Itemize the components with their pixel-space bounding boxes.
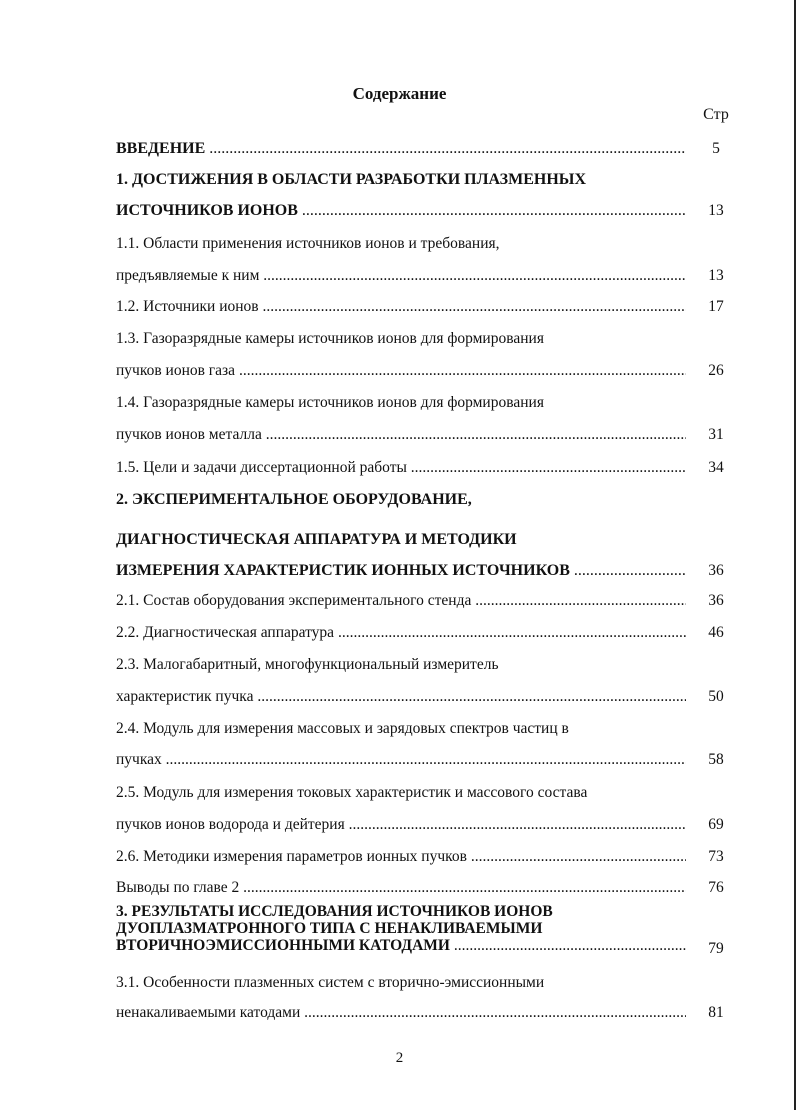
toc-entry-line: 3.1. Особенности плазменных систем с вторично-эмиссионными: [116, 974, 545, 991]
toc-entry-line: пучках .....: [116, 750, 686, 770]
toc-page-number: 34: [708, 459, 724, 476]
toc-entry-line: ДУОПЛАЗМАТРОННОГО ТИПА С НЕНАКЛИВАЕМЫМИ: [116, 920, 543, 937]
toc-page-number: 46: [708, 624, 724, 641]
toc-entry-line: 1.1. Области применения источников ионов и требования,: [116, 235, 500, 252]
toc-page-number: 13: [708, 202, 724, 219]
toc-entry-line: пучков ионов водорода и дейтерия .....: [116, 815, 686, 835]
page-number: 2: [395, 1050, 404, 1066]
toc-entry-line: ненакаливаемыми катодами .....: [116, 1003, 686, 1023]
toc-entry-line: 2.6. Методики измерения параметров ионных пучков .....: [116, 847, 686, 867]
toc-page-number: 36: [708, 562, 724, 579]
toc-entry-line: 3. РЕЗУЛЬТАТЫ ИССЛЕДОВАНИЯ ИСТОЧНИКОВ ИОНОВ: [116, 903, 553, 920]
toc-entry-line: 2.2. Диагностическая аппаратура .....: [116, 623, 686, 643]
toc-entry-line: ИСТОЧНИКОВ ИОНОВ .....: [116, 201, 686, 221]
toc-entry-line: ВТОРИЧНОЭМИССИОННЫМИ КАТОДАМИ .....: [116, 937, 686, 954]
toc-entry-line: 1.3. Газоразрядные камеры источников ионов для формирования: [116, 330, 544, 347]
toc-entry-line: 1.4. Газоразрядные камеры источников ионов для формирования: [116, 394, 544, 411]
toc-entry-line: ВВЕДЕНИЕ .....: [116, 139, 686, 159]
toc-page-number: 81: [708, 1004, 724, 1021]
toc-page-number: 17: [708, 298, 724, 315]
toc-entry-line: 2. ЭКСПЕРИМЕНТАЛЬНОЕ ОБОРУДОВАНИЕ,: [116, 491, 472, 508]
toc-page-number: 13: [708, 267, 724, 284]
page-column-header: Стр: [703, 106, 729, 123]
toc-page-number: 76: [708, 879, 724, 896]
toc-page-number: 5: [712, 140, 720, 157]
toc-entry-line: пучков ионов газа .....: [116, 361, 686, 381]
toc-entry-line: предъявляемые к ним .....: [116, 266, 686, 286]
toc-entry-line: 1.2. Источники ионов .....: [116, 297, 686, 317]
toc-entry-line: 2.3. Малогабаритный, многофункциональный измеритель: [116, 656, 499, 673]
toc-entry-line: характеристик пучка .....: [116, 687, 686, 707]
toc-page-number: 69: [708, 816, 724, 833]
toc-entry-line: ИЗМЕРЕНИЯ ХАРАКТЕРИСТИК ИОННЫХ ИСТОЧНИКОВ .....: [116, 561, 686, 581]
toc-entry-line: ДИАГНОСТИЧЕСКАЯ АППАРАТУРА И МЕТОДИКИ: [116, 531, 517, 548]
toc-page-number: 73: [708, 848, 724, 865]
toc-page-number: 58: [708, 751, 724, 768]
toc-page-number: 50: [708, 688, 724, 705]
toc-page-number: 79: [708, 940, 724, 957]
toc-entry-line: 1.5. Цели и задачи диссертационной работы .....: [116, 458, 686, 478]
toc-entry-line: Выводы по главе 2 .....: [116, 878, 686, 898]
toc-entry-line: 2.4. Модуль для измерения массовых и зарядовых спектров частиц в: [116, 720, 569, 737]
toc-heading: Содержание: [352, 84, 447, 103]
toc-entry-line: 2.5. Модуль для измерения токовых характеристик и массового состава: [116, 784, 588, 801]
toc-page-number: 31: [708, 426, 724, 443]
toc-entry-line: 1. ДОСТИЖЕНИЯ В ОБЛАСТИ РАЗРАБОТКИ ПЛАЗМЕННЫХ: [116, 171, 587, 188]
toc-entry-line: 2.1. Состав оборудования экспериментального стенда .....: [116, 591, 686, 611]
toc-page-number: 36: [708, 592, 724, 609]
toc-page-number: 26: [708, 362, 724, 379]
toc-entry-line: пучков ионов металла .....: [116, 425, 686, 445]
